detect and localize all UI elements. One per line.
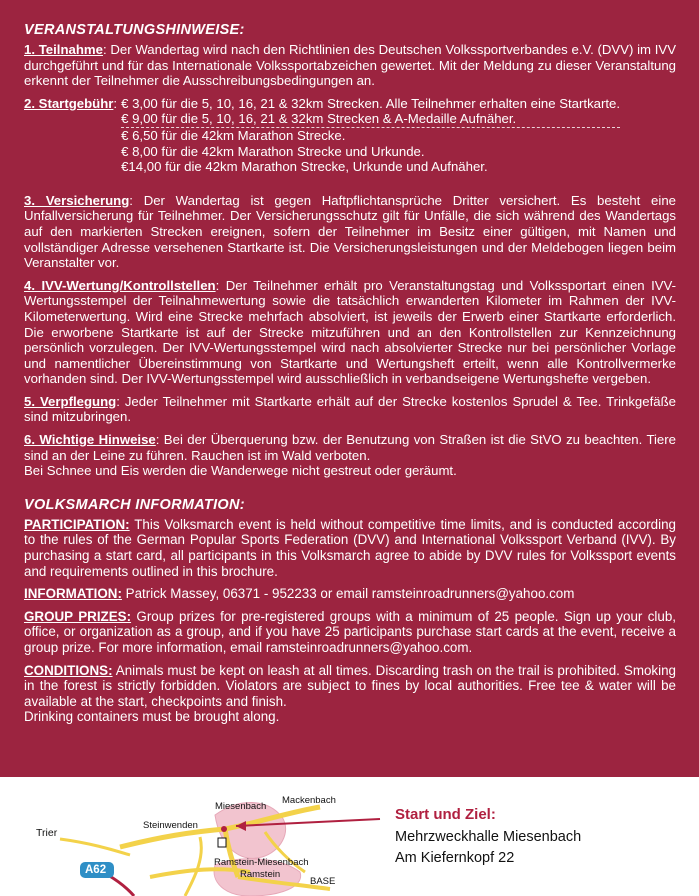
- startgebuehr-label: 2. Startgebühr: [24, 95, 114, 111]
- participation-text: This Volksmarch event is held without competitive time limits, and is conducted according to the rules of the German Popular Sports Federation (DVV) and International Volkssport Verband (IVV). By purchasing a start card, all participants in this Volksmarch agree to abide by DVV rules for Volkssport events and requirements outlined in this brochure.: [24, 516, 676, 579]
- hinweise-label: 6. Wichtige Hinweise: [24, 432, 156, 448]
- road: [60, 839, 130, 855]
- road: [120, 829, 225, 847]
- de-heading: VERANSTALTUNGSHINWEISE:: [24, 22, 245, 38]
- hinweise-text-2: Bei Schnee und Eis werden die Wanderwege nicht gestreut oder geräumt.: [24, 463, 457, 479]
- location-icon: [218, 838, 226, 847]
- information-text: Patrick Massey, 06371 - 952233 or email ramsteinroadrunners@yahoo.com: [121, 586, 575, 602]
- fee-item: € 8,00 für die 42km Marathon Strecke und Urkunde.: [121, 143, 425, 159]
- participation-label: PARTICIPATION:: [24, 516, 130, 532]
- teilnahme-text: : Der Wandertag wird nach den Richtlinien des Deutschen Volkssportverbandes e.V. (DVV) im IVV durchgeführt und für das Internationale Volkssportabzeichen gewertet. Mit der Meldung zu dieser Veranstaltung erkennt der Teilnehmer die Ausschreibungsbedingungen an.: [24, 42, 676, 89]
- startgebuehr-colon: :: [113, 95, 118, 111]
- content: [24, 22, 676, 725]
- teilnahme-label: 1. Teilnahme: [24, 42, 103, 57]
- startgebuehr-block: [24, 96, 676, 175]
- fee-item: €14,00 für die 42km Marathon Strecke, Urkunde und Aufnäher.: [121, 159, 488, 175]
- ivv-text: : Der Teilnehmer erhält pro Veranstaltungstag und Volkssportart einen IVV-Wertungsstempel der Teilnahmewertung sowie die tatsächlich erwanderten Kilometer im Rahmen der IVV-Kilometerwertung. Wird eine Strecke mehrfach absolviert, ist jeweils der Erwerb einer Startkarte erforderlich. Die erworbene Startkarte ist auf der Strecke mitzuführen und an den Kontrollstellen zur Kennzeichnung persönlich vorzulegen. Der IVV-Wertungsstempel wird nach absolvierter Strecke nur bei persönlicher Vorlage und namentlicher Übereinstimmung von Startkarte und Wertungsheft erteilt, wenn alle Kontrollvermerke vorhanden sind. Der IVV-Wertungsstempel wird ausschließlich in verbandseigene Wertungshefte vergeben.: [24, 277, 676, 387]
- start-title: Start und Ziel:: [395, 806, 496, 823]
- map-label-base: BASE: [310, 876, 336, 887]
- map-label-a62: A62: [85, 864, 107, 876]
- fee-item: € 6,50 für die 42km Marathon Strecke.: [121, 127, 620, 144]
- en-section: [24, 497, 676, 725]
- versicherung-paragraph: [24, 193, 676, 271]
- start-location-line-1: Mehrzweckhalle Miesenbach: [395, 829, 582, 845]
- information-label: INFORMATION:: [24, 586, 122, 602]
- start-location-line-2: Am Kiefernkopf 22: [395, 850, 515, 866]
- teilnahme-paragraph: [24, 42, 676, 89]
- fee-item: € 9,00 für die 5, 10, 16, 21 & 32km Strecken & A-Medaille Aufnäher.: [121, 111, 517, 127]
- verpflegung-text: : Jeder Teilnehmer mit Startkarte erhält auf der Strecke kostenlos Sprudel & Tee. Trinkgefäße sind mitzubringen.: [24, 393, 676, 425]
- map-label-mackenbach: Mackenbach: [282, 795, 336, 806]
- map-label-trier: Trier: [36, 827, 58, 839]
- conditions-paragraph: [24, 663, 676, 725]
- ivv-paragraph: [24, 278, 676, 387]
- map-label-steinwenden: Steinwenden: [143, 820, 198, 831]
- group-prizes-label: GROUP PRIZES:: [24, 608, 132, 624]
- fee-item: € 3,00 für die 5, 10, 16, 21 & 32km Strecken. Alle Teilnehmer erhalten eine Startkarte.: [121, 95, 621, 111]
- start-marker-icon: [221, 826, 227, 832]
- map-label-ramstein: Ramstein: [240, 869, 281, 880]
- conditions-text-2: Drinking containers must be brought along.: [24, 709, 280, 725]
- road: [185, 837, 201, 896]
- en-heading: VOLKSMARCH INFORMATION:: [24, 496, 245, 513]
- fee-list: [121, 96, 620, 175]
- versicherung-text: : Der Wandertag ist gegen Haftpflichtansprüche Dritter versichert. Es besteht eine Unfallversicherung für Teilnehmer. Der Versicherungsschutz gilt für Unfälle, die sich während des Wandertags auf den markierten Strecken ereignen, sofern der Teilnehmer im Besitz einer gültigen, mit Namen und vollständiger Adresse versehenen Startkarte ist. Die Versicherungsleistungen und der Meldebogen liegen beim Veranstalter vor.: [24, 192, 676, 271]
- verpflegung-label: 5. Verpflegung: [24, 393, 117, 409]
- participation-paragraph: [24, 517, 676, 579]
- map-panel: [0, 777, 699, 896]
- conditions-text: Animals must be kept on leash at all times. Discarding trash on the trail is prohibited. Smoking in the forest is strictly forbidden. Violators are subject to fines by local authorities. Free tee & water will be available at the start, checkpoints and finish.: [24, 662, 676, 709]
- motorway: [108, 875, 134, 896]
- hinweise-text: : Bei der Überquerung bzw. der Benutzung von Straßen ist die StVO zu beachten. Tiere sind an der Leine zu führen. Rauchen ist im Wald verboten.: [24, 432, 676, 463]
- map-label-ramstein-miesenbach: Ramstein-Miesenbach: [214, 857, 309, 868]
- group-prizes-paragraph: [24, 609, 676, 656]
- conditions-label: CONDITIONS:: [24, 662, 113, 678]
- ivv-label: 4. IVV-Wertung/Kontrollstellen: [24, 277, 216, 293]
- versicherung-label: 3. Versicherung: [24, 192, 130, 208]
- map-label-miesenbach: Miesenbach: [215, 801, 267, 812]
- information-paragraph: [24, 586, 676, 602]
- verpflegung-paragraph: [24, 394, 676, 425]
- group-prizes-text: Group prizes for pre-registered groups with a minimum of 25 people. Sign up your club, office, or organization as a group, and if you have 25 participants purchase start cards at the event, receive a group prize. For more information, email ramsteinroadrunners@yahoo.com.: [24, 608, 677, 655]
- hinweise-paragraph: [24, 432, 676, 479]
- map-drawing: [0, 777, 699, 896]
